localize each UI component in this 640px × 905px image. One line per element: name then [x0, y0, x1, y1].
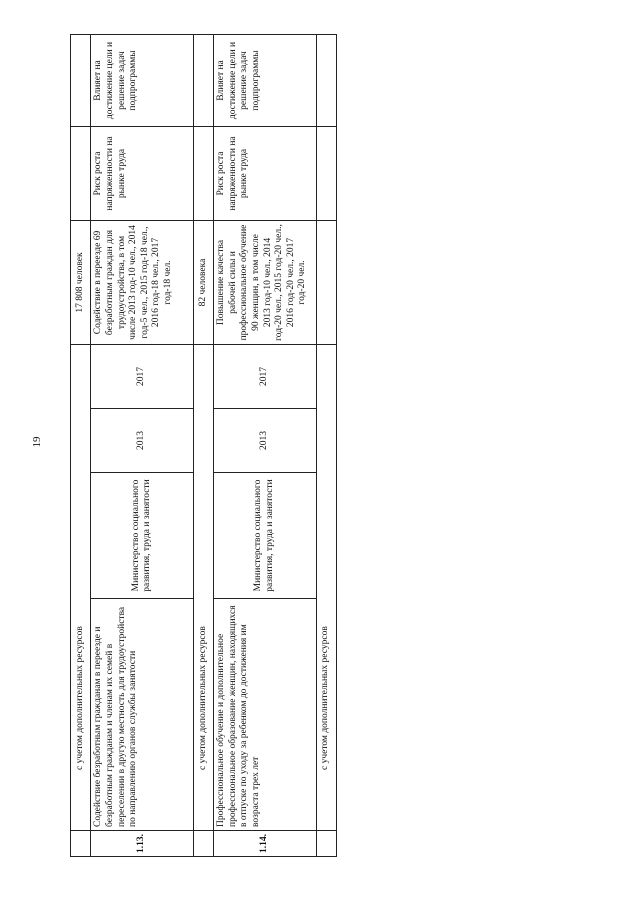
table-cell [193, 127, 213, 221]
end-year: 2017 [214, 345, 316, 409]
band-label: с учетом дополнительных ресурсов [193, 345, 213, 831]
influence: Влияет на достижение цели и решение задач подпрограммы [91, 35, 193, 127]
table-row-1-14 [214, 35, 316, 857]
row-number: 1.14. [214, 831, 316, 857]
end-year: 2017 [91, 345, 193, 409]
risk: Риск роста напряженности на рынке труда [91, 127, 193, 221]
start-year: 2013 [91, 409, 193, 473]
band-label: с учетом дополнительных ресурсов [316, 345, 337, 831]
band-label: с учетом дополнительных ресурсов [71, 345, 91, 831]
table-row-band-mid [193, 35, 213, 857]
start-year: 2013 [214, 409, 316, 473]
table-cell [71, 831, 91, 857]
table-cell [316, 127, 337, 221]
influence: Влияет на достижение цели и решение задач подпрограммы [214, 35, 316, 127]
measures-table-sheet [70, 35, 337, 857]
expected-result: Повышение качества рабочей силы и профессиональное обучение 90 женщин, в том числе 2013 год-10 чел., 2014 год-20 чел., 2015 год-20 чел., 2016 год-20 чел., 2017 год-20 чел. [214, 221, 316, 345]
table-row-band-bottom [316, 35, 337, 857]
band-result: 82 человека [193, 221, 213, 345]
risk: Риск роста напряженности на рынке труда [214, 127, 316, 221]
executor: Министерство социального развития, труда и занятости [214, 473, 316, 599]
table-cell [71, 127, 91, 221]
executor: Министерство социального развития, труда и занятости [91, 473, 193, 599]
row-number: 1.13. [91, 831, 193, 857]
table-cell [193, 35, 213, 127]
table-cell [316, 831, 337, 857]
table-row-1-13 [91, 35, 193, 857]
table-cell [316, 221, 337, 345]
measures-table [70, 34, 337, 857]
table-cell [193, 831, 213, 857]
measure-name: Профессиональное обучение и дополнительное профессиональное образование женщин, находящихся в отпуске по уходу за ребенком до достижения им возраста трех лет [214, 599, 316, 831]
table-cell [71, 35, 91, 127]
expected-result: Содействие в переезде 69 безработным граждан для трудоустройства, в том числе 2013 год-10 чел., 2014 год-5 чел., 2015 год-18 чел., 2016 год-18 чел., 2017 год-18 чел. [91, 221, 193, 345]
table-row-band-top [71, 35, 91, 857]
table-cell [316, 35, 337, 127]
measure-name: Содействие безработным гражданам в переезде и безработным гражданам и членам их семей в переселении в другую местность для трудоустройства по направлению органов службы занятости [91, 599, 193, 831]
page-number: 19 [31, 436, 43, 448]
band-result: 17 808 человек [71, 221, 91, 345]
